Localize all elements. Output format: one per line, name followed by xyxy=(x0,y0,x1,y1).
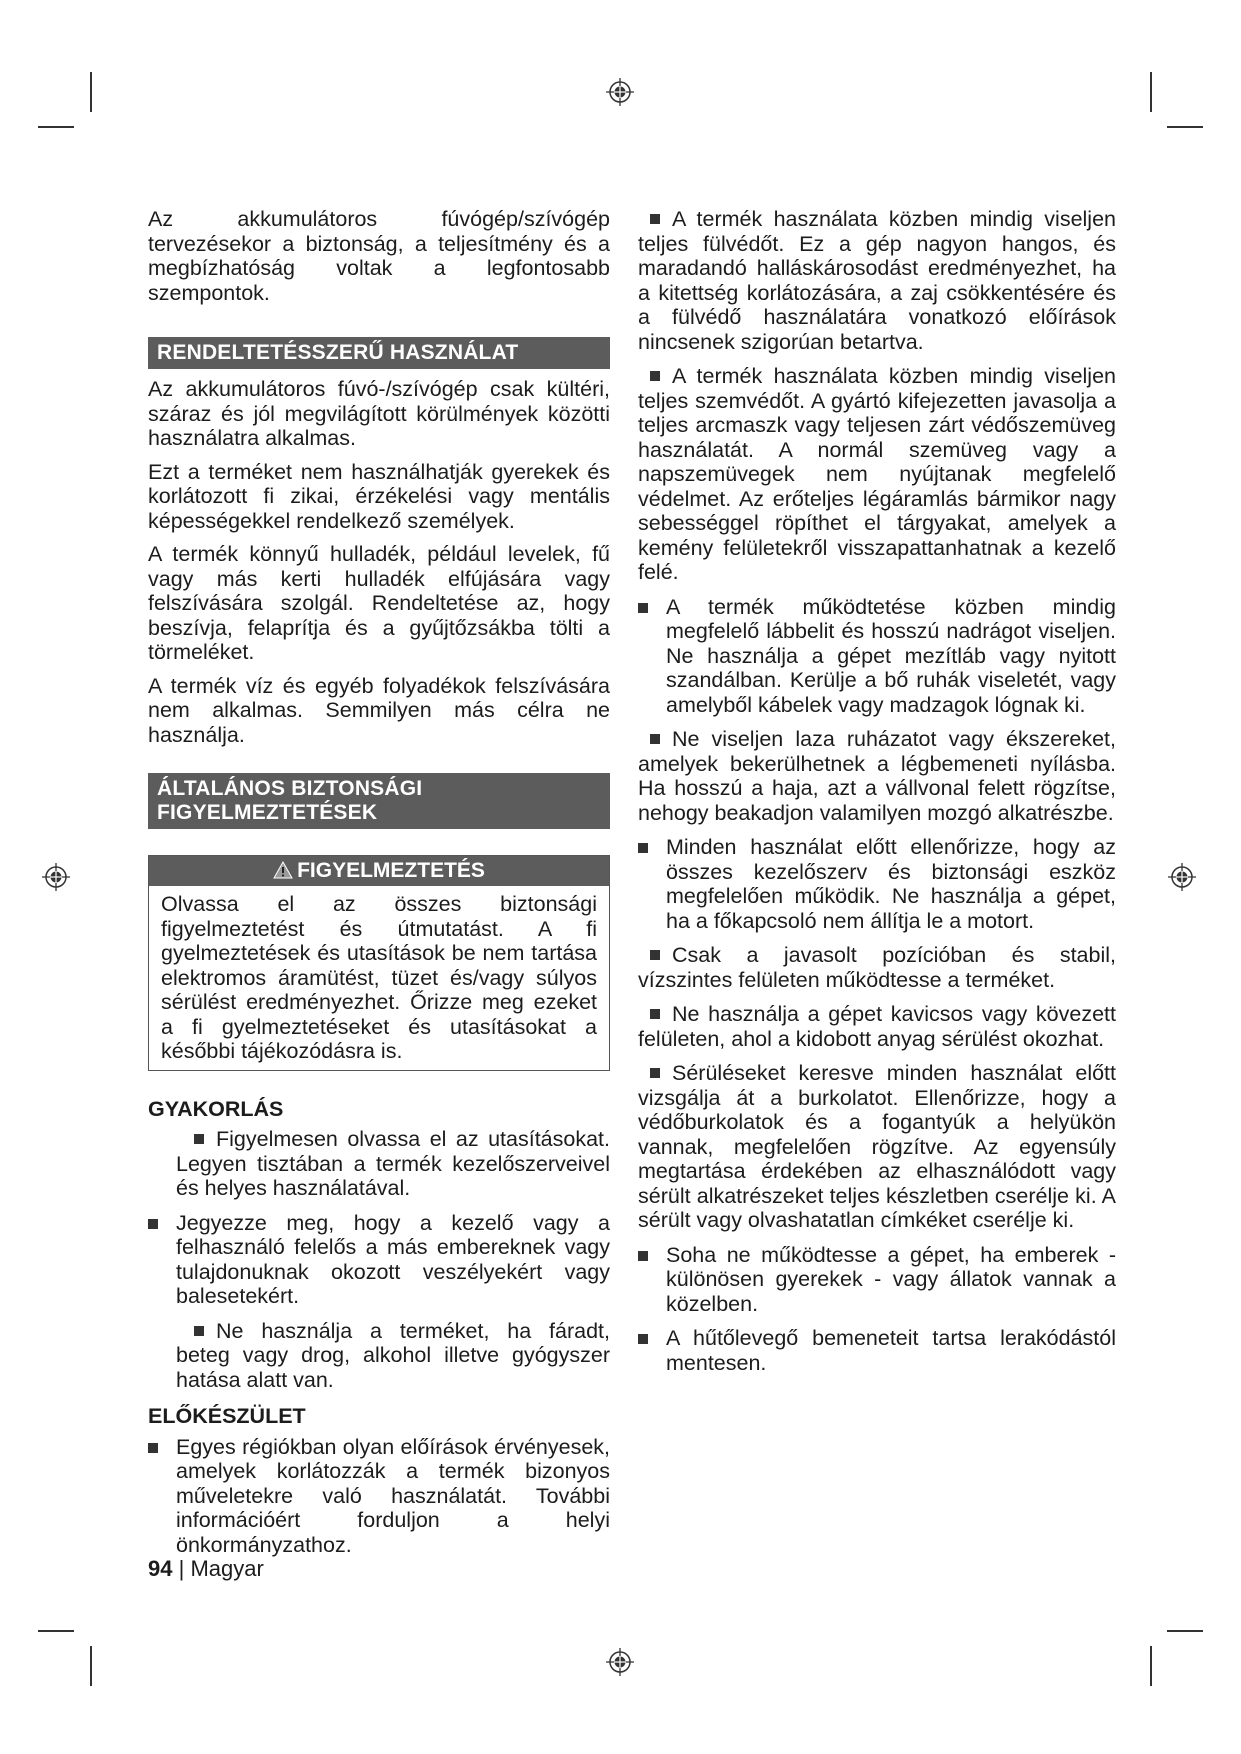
crop-mark xyxy=(1167,1630,1203,1632)
bullet-square-icon xyxy=(650,734,660,744)
registration-mark-icon xyxy=(605,77,635,107)
right-column xyxy=(638,207,1116,1385)
list-item: A termék működtetése közben mindig megfelelő lábbelit és hosszú nadrágot viseljen. Ne használja a gépet mezítláb vagy nyitott szandálban. Kerülje a bő ruhák viseletét, vagy amelyből kábelek vagy madzagok lógnak ki. xyxy=(638,595,1116,718)
list-item: A hűtőlevegő bemeneteit tartsa lerakódástól mentesen. xyxy=(638,1326,1116,1375)
list-item: Figyelmesen olvassa el az utasításokat. Legyen tisztában a termék kezelőszerveivel és helyes használatával. xyxy=(176,1127,610,1200)
list-item: Ne használja a terméket, ha fáradt, beteg vagy drog, alkohol illetve gyógyszer hatása alatt van. xyxy=(176,1318,610,1392)
warning-title: FIGYELMEZTETÉS xyxy=(297,859,485,882)
bullet-square-icon xyxy=(650,1009,660,1019)
crop-mark xyxy=(1167,126,1203,128)
crop-mark xyxy=(38,1630,74,1632)
bullet-square-icon xyxy=(650,1068,660,1078)
section-heading-intended-use: RENDELTETÉSSZERŰ HASZNÁLAT xyxy=(148,337,610,369)
footer-language: Magyar xyxy=(190,1556,264,1581)
subheading-preparation: ELŐKÉSZÜLET xyxy=(148,1404,306,1428)
footer-separator: | xyxy=(178,1556,185,1581)
list-item: Egyes régiókban olyan előírások érvényesek, amelyek korlátozzák a termék bizonyos műveletekre való használatát. További információért forduljon a helyi önkormányzathoz. xyxy=(148,1435,610,1558)
bullet-square-icon xyxy=(148,1443,158,1453)
list-item: Ne viseljen laza ruházatot vagy ékszereket, amelyek bekerülhetnek a légbemeneti nyílásba. Ha hosszú a haja, azt a vállvonal felett rögzítse, nehogy beakadjon valamilyen mozgó alkatrészbe. xyxy=(638,727,1116,825)
list-item: Sérüléseket keresve minden használat előtt vizsgálja át a burkolatot. Ellenőrizze, hogy a védőburkolatok és a fogantyúk a helyükön vannak, megfelelően rögzítve. Az egyensúly megtartása érdekében az elhasználódott vagy sérült alkatrészeket teljes készletben cserélje ki. A sérült vagy olvashatatlan címkéket cserélje ki. xyxy=(638,1061,1116,1232)
paragraph: Ezt a terméket nem használhatják gyerekek és korlátozott fi zikai, érzékelési vagy mentális képességekkel rendelkező személyek. xyxy=(148,459,610,533)
bullet-square-icon xyxy=(650,214,660,224)
bullet-square-icon xyxy=(148,1219,158,1229)
bullet-square-icon xyxy=(194,1326,204,1336)
crop-mark xyxy=(90,1646,92,1686)
list-item: Soha ne működtesse a gépet, ha emberek - különösen gyerekek - vagy állatok vannak a közelben. xyxy=(638,1243,1116,1317)
list-item: A termék használata közben mindig viseljen teljes fülvédőt. Ez a gép nagyon hangos, és maradandó halláskárosodást eredményezhet, ha a kitettség korlátozására, a zaj csökkentésére és a fülvédő használatára vonatkozó előírások nincsenek szigorúan betartva. xyxy=(638,207,1116,354)
warning-box xyxy=(148,855,610,1071)
list-item: Minden használat előtt ellenőrizze, hogy az összes kezelőszerv és biztonsági eszköz megfelelően működik. Ne használja a gépet, ha a főkapcsoló nem állítja le a motort. xyxy=(638,835,1116,933)
registration-mark-icon xyxy=(605,1647,635,1677)
crop-mark xyxy=(1150,1646,1152,1686)
bullet-square-icon xyxy=(650,371,660,381)
warning-text: Olvassa el az összes biztonsági figyelmeztetést és útmutatást. A fi gyelmeztetések és utasítások be nem tartása elektromos áramütést, tüzet és/vagy súlyos sérülést eredményezhet. Őrizze meg ezeket a fi gyelmeztetéseket és utasításokat a későbbi tájékozódásra is. xyxy=(161,892,597,1063)
bullet-square-icon xyxy=(638,843,648,853)
crop-mark xyxy=(38,126,74,128)
list-item: Ne használja a gépet kavicsos vagy kövezett felületen, ahol a kidobott anyag sérülést okozhat. xyxy=(638,1002,1116,1051)
registration-mark-icon xyxy=(41,862,71,892)
bullet-square-icon xyxy=(194,1134,204,1144)
list-item: Csak a javasolt pozícióban és stabil, vízszintes felületen működtesse a terméket. xyxy=(638,943,1116,992)
left-column xyxy=(148,207,610,1567)
bullet-square-icon xyxy=(638,1334,648,1344)
page-footer xyxy=(148,1556,264,1582)
crop-mark xyxy=(1150,72,1152,112)
section-heading-general-safety: ÁLTALÁNOS BIZTONSÁGI FIGYELMEZTETÉSEK xyxy=(148,773,610,829)
paragraph: A termék víz és egyéb folyadékok felszívására nem alkalmas. Semmilyen más célra ne használja. xyxy=(148,673,610,747)
bullet-square-icon xyxy=(638,603,648,613)
warning-icon xyxy=(273,861,293,879)
paragraph: A termék könnyű hulladék, például levelek, fű vagy más kerti hulladék elfújására vagy felszívására szolgál. Rendeltetése az, hogy beszívja, felaprítja és a gyűjtőzsákba tölti a törmeléket. xyxy=(148,542,610,664)
subheading-practice: GYAKORLÁS xyxy=(148,1096,284,1121)
bullet-square-icon xyxy=(650,950,660,960)
registration-mark-icon xyxy=(1167,862,1197,892)
warning-header xyxy=(149,856,609,886)
list-item: Jegyezze meg, hogy a kezelő vagy a felhasználó felelős a más embereknek vagy tulajdonuknak okozott veszélyekért vagy balesetekért. xyxy=(148,1211,610,1309)
crop-mark xyxy=(90,72,92,112)
list-item: A termék használata közben mindig viseljen teljes szemvédőt. A gyártó kifejezetten javasolja a teljes arcmaszk vagy teljesen zárt védőszemüveg használatát. A normál szemüveg vagy a napszemüvegek nem nyújtanak megfelelő védelmet. Az erőteljes légáramlás bármikor nagy sebességgel röpíthet el tárgyakat, amelyek a kemény felületekről visszapattanhatnak a kezelő felé. xyxy=(638,364,1116,584)
paragraph: Az akkumulátoros fúvó-/szívógép csak kültéri, száraz és jól megvilágított körülmények közötti használatra alkalmas. xyxy=(148,377,610,450)
page-number: 94 xyxy=(148,1556,173,1581)
intro-paragraph: Az akkumulátoros fúvógép/szívógép tervezésekor a biztonság, a teljesítmény és a megbízhatóság voltak a legfontosabb szempontok. xyxy=(148,207,610,305)
bullet-square-icon xyxy=(638,1251,648,1261)
